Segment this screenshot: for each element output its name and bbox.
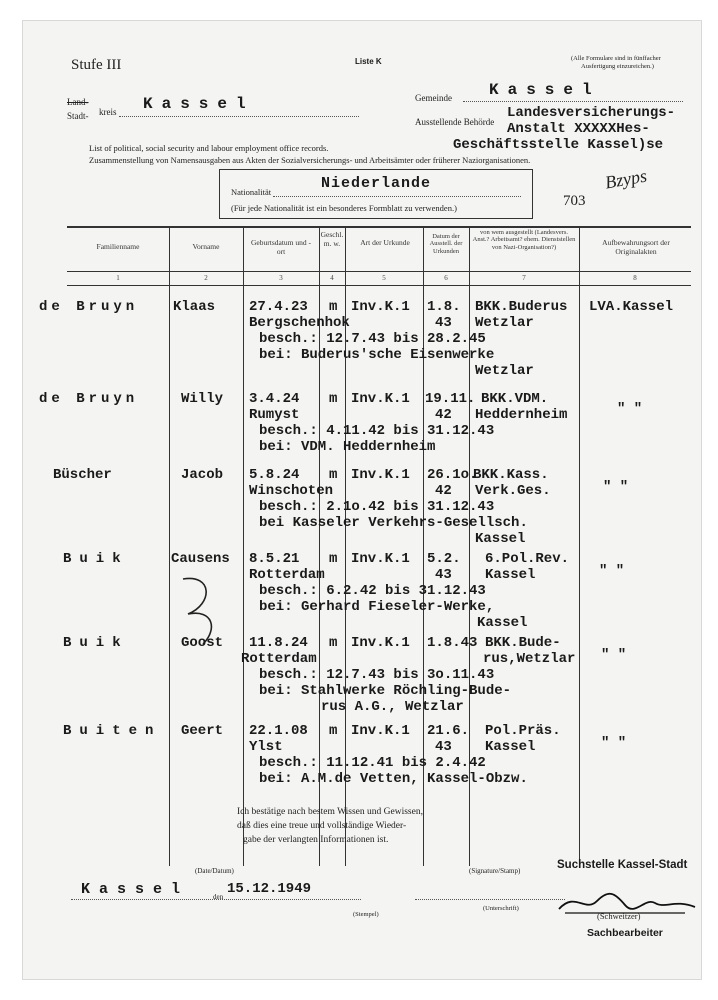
row-geschlecht: m <box>329 551 338 567</box>
row-geschlecht: m <box>329 299 338 315</box>
gemeinde-label: Gemeinde <box>415 93 452 103</box>
row-datum-year: 43 <box>435 739 452 755</box>
row-aufbewahrungsort: " " <box>617 401 643 417</box>
table-header-bottom <box>67 271 691 272</box>
row-aufbewahrungsort: " " <box>601 647 627 663</box>
intro-english: List of political, social security and labour employment office records. <box>89 143 329 153</box>
col-divider-1 <box>169 226 170 866</box>
gemeinde-line <box>463 101 683 102</box>
kreis-line <box>119 116 359 117</box>
row-bei: bei: Stahlwerke Röchling-Bude- <box>259 683 512 699</box>
row-bei-ort: Kassel <box>475 531 526 547</box>
col-header-aufbewahrungsort: Aufbewahrungsort der Originalakten <box>602 238 670 256</box>
confirmation-line3: gabe der verlangten Informationen ist. <box>243 835 389 845</box>
row-aufbewahrungsort: " " <box>601 735 627 751</box>
col-header-vorname: Vorname <box>192 242 220 251</box>
col-header-datum: Datum der Ausstell. der Urkunden <box>429 233 463 255</box>
row-art: Inv.K.1 <box>351 391 410 407</box>
row-beschaeftigt: besch.: 4.11.42 bis 31.12.43 <box>259 423 495 439</box>
row-art: Inv.K.1 <box>351 299 410 315</box>
date-value: 15.12.1949 <box>227 881 312 897</box>
row-geburtsdatum: 8.5.21 <box>249 551 300 567</box>
row-von-wem-ort: Kassel <box>485 567 536 583</box>
row-geburtsdatum: 22.1.08 <box>249 723 308 739</box>
row-von-wem: BKK.Bude- <box>485 635 561 651</box>
row-von-wem: BKK.Buderus <box>475 299 568 315</box>
row-bei: bei: VDM. Heddernheim <box>259 439 436 455</box>
confirmation-line1: Ich bestätige nach bestem Wissen und Gewissen, <box>237 807 423 817</box>
row-geburtsdatum: 11.8.24 <box>249 635 308 651</box>
col-number-8: 8 <box>633 274 637 282</box>
col-number-3: 3 <box>279 274 283 282</box>
row-von-wem-ort: Verk.Ges. <box>475 483 551 499</box>
row-familienname: de Bruyn <box>39 391 139 407</box>
signature-label: (Signature/Stamp) <box>469 867 521 875</box>
row-von-wem-ort: Wetzlar <box>475 315 534 331</box>
row-geschlecht: m <box>329 391 338 407</box>
row-beschaeftigt: besch.: 2.1o.42 bis 31.12.43 <box>259 499 495 515</box>
row-familienname: de Bruyn <box>39 299 139 315</box>
behoerde-line3: Geschäftsstelle Kassel)se <box>453 137 664 153</box>
row-beschaeftigt: besch.: 12.7.43 bis 3o.11.43 <box>259 667 495 683</box>
row-datum-year: 43 <box>435 567 452 583</box>
row-geburtsort: Bergschenhok <box>249 315 350 331</box>
row-art: Inv.K.1 <box>351 635 410 651</box>
liste-label: Liste K <box>355 57 382 66</box>
den-label: den <box>213 893 224 901</box>
stadt-label: Stadt- <box>67 111 89 121</box>
col-number-4: 4 <box>330 274 334 282</box>
row-bei-ort: Wetzlar <box>475 363 534 379</box>
land-label: Land- <box>67 97 89 107</box>
row-geburtsdatum: 5.8.24 <box>249 467 300 483</box>
col-number-7: 7 <box>522 274 526 282</box>
row-familienname: Buik <box>63 635 129 651</box>
row-beschaeftigt: besch.: 12.7.43 bis 28.2.45 <box>259 331 486 347</box>
date-label: (Date/Datum) <box>195 867 234 875</box>
col-number-2: 2 <box>204 274 208 282</box>
row-art: Inv.K.1 <box>351 723 410 739</box>
row-von-wem-ort: Kassel <box>485 739 536 755</box>
col-header-familienname: Familienname <box>96 242 140 251</box>
date-line <box>71 899 361 900</box>
row-von-wem-ort: rus,Wetzlar <box>483 651 576 667</box>
row-geburtsort: Winschoten <box>249 483 334 499</box>
row-geburtsort: Ylst <box>249 739 283 755</box>
row-geburtsort: Rotterdam <box>249 567 325 583</box>
unterschrift-label: (Unterschrift) <box>483 905 519 912</box>
row-geburtsdatum: 27.4.23 <box>249 299 308 315</box>
row-aufbewahrungsort: LVA.Kassel <box>589 299 674 315</box>
row-beschaeftigt: besch.: 11.12.41 bis 2.4.42 <box>259 755 486 771</box>
row-beschaeftigt: besch.: 6.2.42 bis 31.12.43 <box>259 583 486 599</box>
signer-name: (Schweitzer) <box>597 911 641 921</box>
nationality-value: Niederlande <box>321 175 432 192</box>
stempel-label: (Stempel) <box>353 911 379 918</box>
col-number-1: 1 <box>116 274 120 282</box>
sachbearbeiter-label: Sachbearbeiter <box>587 927 663 939</box>
row-art: Inv.K.1 <box>351 467 410 483</box>
row-art: Inv.K.1 <box>351 551 410 567</box>
row-von-wem: BKK.VDM. <box>481 391 549 407</box>
nationality-label: Nationalität <box>231 187 272 197</box>
row-vorname: Jacob <box>181 467 224 483</box>
gemeinde-value: Kassel <box>489 81 601 99</box>
row-datum: 19.11. <box>425 391 476 407</box>
table-top-border <box>67 226 691 228</box>
row-datum-year: 42 <box>435 407 452 423</box>
row-vorname: Klaas <box>173 299 216 315</box>
kreis-value: Kassel <box>143 95 255 113</box>
confirmation-line2: daß dies eine treue und vollständige Wieder- <box>237 821 407 831</box>
row-von-wem: 6.Pol.Rev. <box>485 551 570 567</box>
table-numbers-bottom <box>67 285 691 286</box>
row-bei-ort: Kassel <box>477 615 528 631</box>
row-familienname: Buik <box>63 551 129 567</box>
col-number-6: 6 <box>444 274 448 282</box>
handwritten-reference: Bzyps <box>603 165 649 193</box>
row-geburtsort: Rumyst <box>249 407 300 423</box>
row-bei: bei: A.M.de Vetten, Kassel-Obzw. <box>259 771 528 787</box>
document-page <box>22 20 702 980</box>
intro-german: Zusammenstellung von Namensausgaben aus Akten der Sozialversicherungs- und Arbeitsämter oder früherer Naziorganisationen. <box>89 155 531 165</box>
nationality-line <box>273 196 521 197</box>
col-header-von-wem: von wem ausgestellt (Landesvers. Anst.? Arbeitsamt? ehem. Dienststellen von Nazi-Organisation?) <box>472 229 576 251</box>
nationality-note: (Für jede Nationalität ist ein besonderes Formblatt zu verwenden.) <box>231 203 457 213</box>
behoerde-line1: Landesversicherungs- <box>507 105 676 121</box>
row-datum-year: 43 <box>435 315 452 331</box>
row-datum-year: 42 <box>435 483 452 499</box>
signature-line <box>415 899 565 900</box>
row-von-wem-ort: Heddernheim <box>475 407 568 423</box>
col-divider-7 <box>579 226 580 866</box>
row-geschlecht: m <box>329 467 338 483</box>
row-datum: 5.2. <box>427 551 461 567</box>
col-divider-2 <box>243 226 244 866</box>
row-vorname: Causens <box>171 551 230 567</box>
behoerde-line2: Anstalt XXXXXHes- <box>507 121 650 137</box>
col-header-geschlecht: Geschl. m. w. <box>320 230 344 248</box>
row-aufbewahrungsort: " " <box>599 563 625 579</box>
row-datum: 26.1o. <box>427 467 478 483</box>
row-geschlecht: m <box>329 723 338 739</box>
col-header-geburtsdatum: Geburtsdatum und -ort <box>251 238 311 256</box>
row-familienname: Büscher <box>53 467 112 483</box>
row-vorname: Goost <box>181 635 224 651</box>
row-vorname: Willy <box>181 391 224 407</box>
row-bei-ort: rus A.G., Wetzlar <box>321 699 464 715</box>
row-vorname: Geert <box>181 723 224 739</box>
row-von-wem: Pol.Präs. <box>485 723 561 739</box>
copies-note-line2: Ausfertigung einzureichen.) <box>581 63 654 70</box>
kreis-label: kreis <box>99 107 117 117</box>
row-geburtsdatum: 3.4.24 <box>249 391 300 407</box>
col-number-5: 5 <box>382 274 386 282</box>
row-datum: 1.8.43 <box>427 635 478 651</box>
row-bei: bei: Gerhard Fieseler-Werke, <box>259 599 495 615</box>
suchstelle-stamp: Suchstelle Kassel-Stadt <box>557 859 688 871</box>
row-familienname: Buiten <box>63 723 162 739</box>
row-datum: 21.6. <box>427 723 470 739</box>
stufe-label: Stufe III <box>71 57 122 73</box>
col-header-art: Art der Urkunde <box>360 238 410 247</box>
row-von-wem: BKK.Kass. <box>473 467 549 483</box>
row-bei: bei: Buderus'sche Eisenwerke <box>259 347 495 363</box>
place-value: Kassel <box>81 881 190 898</box>
page-number: 703 <box>563 193 586 209</box>
copies-note-line1: (Alle Formulare sind in fünffacher <box>571 55 661 62</box>
row-geburtsort: Rotterdam <box>241 651 317 667</box>
row-datum: 1.8. <box>427 299 461 315</box>
row-geschlecht: m <box>329 635 338 651</box>
row-aufbewahrungsort: " " <box>603 479 629 495</box>
row-bei: bei Kasseler Verkehrs-Gesellsch. <box>259 515 528 531</box>
behoerde-label: Ausstellende Behörde <box>415 117 495 127</box>
